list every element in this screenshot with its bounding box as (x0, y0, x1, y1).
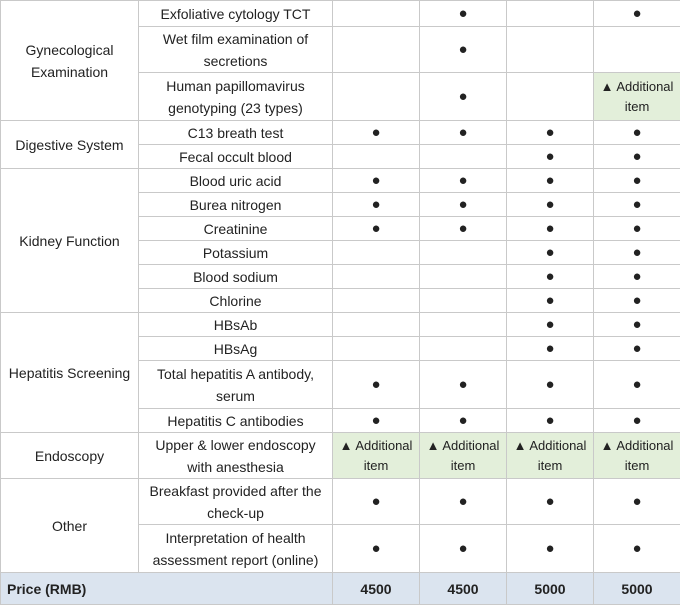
additional-item-cell: ▲ Additional item (333, 433, 420, 479)
category-cell: Kidney Function (1, 169, 139, 313)
item-name-cell: Breakfast provided after the check-up (139, 479, 333, 525)
empty-cell (420, 241, 507, 265)
included-dot-cell: ● (333, 217, 420, 241)
item-name-cell: Wet film examination of secretions (139, 27, 333, 73)
included-dot-cell: ● (333, 361, 420, 409)
empty-cell (420, 145, 507, 169)
item-name-cell: Hepatitis C antibodies (139, 409, 333, 433)
item-name-cell: Blood sodium (139, 265, 333, 289)
included-dot-cell: ● (507, 193, 594, 217)
included-dot-cell: ● (594, 145, 680, 169)
included-dot-cell: ● (420, 1, 507, 27)
item-name-cell: Exfoliative cytology TCT (139, 1, 333, 27)
additional-item-cell: ▲ Additional item (594, 73, 680, 121)
included-dot-cell: ● (594, 313, 680, 337)
empty-cell (333, 313, 420, 337)
included-dot-cell: ● (594, 169, 680, 193)
additional-item-cell: ▲ Additional item (594, 433, 680, 479)
included-dot-cell: ● (333, 193, 420, 217)
empty-cell (420, 265, 507, 289)
included-dot-cell: ● (420, 193, 507, 217)
included-dot-cell: ● (594, 479, 680, 525)
price-value: 4500 (333, 573, 420, 605)
category-cell: Hepatitis Screening (1, 313, 139, 433)
included-dot-cell: ● (507, 337, 594, 361)
table-row (1, 121, 680, 145)
included-dot-cell: ● (594, 217, 680, 241)
included-dot-cell: ● (594, 121, 680, 145)
empty-cell (420, 337, 507, 361)
empty-cell (333, 27, 420, 73)
empty-cell (420, 289, 507, 313)
included-dot-cell: ● (420, 525, 507, 573)
table-body (1, 1, 680, 605)
empty-cell (507, 73, 594, 121)
included-dot-cell: ● (333, 121, 420, 145)
additional-item-cell: ▲ Additional item (507, 433, 594, 479)
table-row (1, 313, 680, 337)
included-dot-cell: ● (594, 361, 680, 409)
empty-cell (420, 313, 507, 337)
included-dot-cell: ● (507, 479, 594, 525)
included-dot-cell: ● (420, 479, 507, 525)
item-name-cell: Total hepatitis A antibody, serum (139, 361, 333, 409)
included-dot-cell: ● (333, 169, 420, 193)
empty-cell (333, 1, 420, 27)
empty-cell (333, 265, 420, 289)
table-row (1, 1, 680, 27)
included-dot-cell: ● (420, 169, 507, 193)
empty-cell (507, 27, 594, 73)
included-dot-cell: ● (594, 289, 680, 313)
empty-cell (594, 27, 680, 73)
price-value: 5000 (594, 573, 680, 605)
category-cell: Endoscopy (1, 433, 139, 479)
included-dot-cell: ● (594, 409, 680, 433)
included-dot-cell: ● (594, 241, 680, 265)
included-dot-cell: ● (420, 217, 507, 241)
included-dot-cell: ● (420, 121, 507, 145)
included-dot-cell: ● (594, 337, 680, 361)
included-dot-cell: ● (507, 409, 594, 433)
item-name-cell: Chlorine (139, 289, 333, 313)
category-cell: Other (1, 479, 139, 573)
included-dot-cell: ● (333, 525, 420, 573)
item-name-cell: Burea nitrogen (139, 193, 333, 217)
empty-cell (333, 73, 420, 121)
included-dot-cell: ● (507, 265, 594, 289)
item-name-cell: Human papillomavirus genotyping (23 types) (139, 73, 333, 121)
item-name-cell: C13 breath test (139, 121, 333, 145)
included-dot-cell: ● (420, 73, 507, 121)
category-cell: Gynecological Examination (1, 1, 139, 121)
item-name-cell: Blood uric acid (139, 169, 333, 193)
price-value: 4500 (420, 573, 507, 605)
included-dot-cell: ● (507, 289, 594, 313)
item-name-cell: Potassium (139, 241, 333, 265)
item-name-cell: Creatinine (139, 217, 333, 241)
included-dot-cell: ● (594, 1, 680, 27)
empty-cell (333, 241, 420, 265)
category-cell: Digestive System (1, 121, 139, 169)
included-dot-cell: ● (507, 169, 594, 193)
empty-cell (507, 1, 594, 27)
included-dot-cell: ● (420, 409, 507, 433)
table-row (1, 433, 680, 479)
included-dot-cell: ● (507, 217, 594, 241)
empty-cell (333, 289, 420, 313)
included-dot-cell: ● (333, 409, 420, 433)
table-row (1, 169, 680, 193)
included-dot-cell: ● (594, 525, 680, 573)
included-dot-cell: ● (507, 313, 594, 337)
included-dot-cell: ● (507, 145, 594, 169)
included-dot-cell: ● (507, 525, 594, 573)
included-dot-cell: ● (507, 121, 594, 145)
price-label: Price (RMB) (1, 573, 333, 605)
table-row (1, 479, 680, 525)
included-dot-cell: ● (594, 265, 680, 289)
empty-cell (333, 145, 420, 169)
price-row (1, 573, 680, 605)
additional-item-cell: ▲ Additional item (420, 433, 507, 479)
item-name-cell: Fecal occult blood (139, 145, 333, 169)
included-dot-cell: ● (333, 479, 420, 525)
included-dot-cell: ● (507, 241, 594, 265)
included-dot-cell: ● (420, 361, 507, 409)
item-name-cell: Interpretation of health assessment report (online) (139, 525, 333, 573)
price-value: 5000 (507, 573, 594, 605)
item-name-cell: HBsAb (139, 313, 333, 337)
included-dot-cell: ● (507, 361, 594, 409)
item-name-cell: Upper & lower endoscopy with anesthesia (139, 433, 333, 479)
item-name-cell: HBsAg (139, 337, 333, 361)
included-dot-cell: ● (594, 193, 680, 217)
empty-cell (333, 337, 420, 361)
included-dot-cell: ● (420, 27, 507, 73)
